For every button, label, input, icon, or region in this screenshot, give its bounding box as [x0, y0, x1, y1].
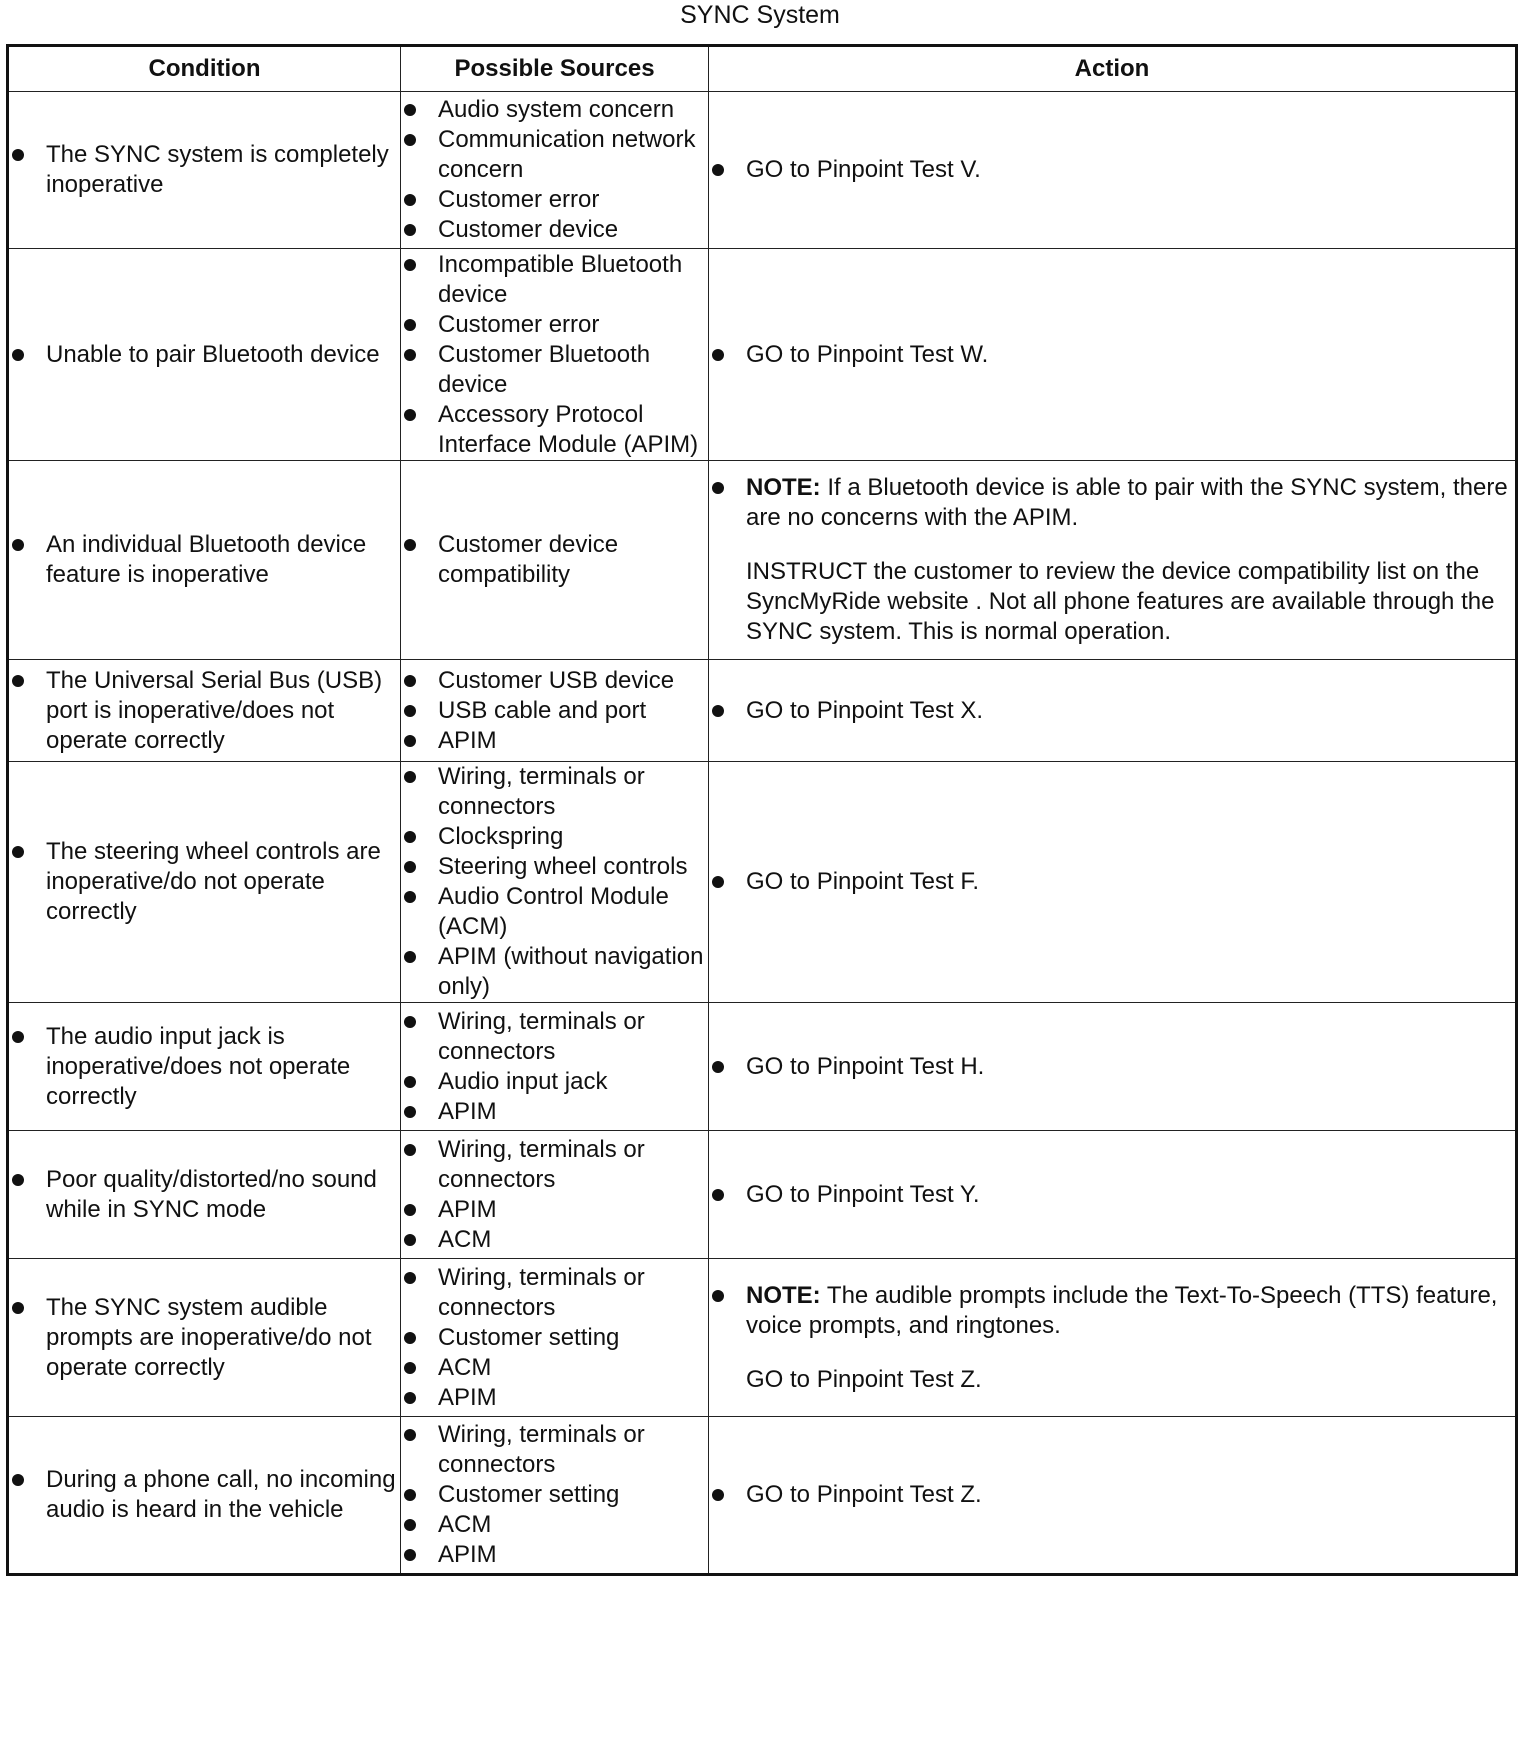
- action-cell: [709, 1003, 1517, 1131]
- condition-text: The SYNC system audible prompts are inoperative/do not operate correctly: [9, 1293, 400, 1383]
- source-item: Customer setting: [401, 1480, 708, 1510]
- sources-cell: [401, 762, 709, 1003]
- sources-cell: [401, 1003, 709, 1131]
- source-item: APIM: [401, 1097, 708, 1127]
- action-instruction: INSTRUCT the customer to review the device compatibility list on the SyncMyRide website . Not all phone features are available through the SYNC system. This is normal operation.: [746, 558, 1495, 645]
- sources-cell: [401, 1417, 709, 1575]
- source-item: Wiring, terminals or connectors: [401, 1263, 708, 1323]
- note-text: The audible prompts include the Text-To-Speech (TTS) feature, voice prompts, and ringtones.: [746, 1281, 1498, 1339]
- sources-cell: [401, 461, 709, 660]
- sync-diagnostic-table: [6, 44, 1518, 1576]
- table-row: [8, 1003, 1517, 1131]
- action-text: GO to Pinpoint Test F.: [709, 867, 1515, 897]
- source-item: ACM: [401, 1225, 708, 1255]
- condition-cell: [8, 1131, 401, 1259]
- sources-cell: [401, 92, 709, 249]
- source-item: Wiring, terminals or connectors: [401, 1135, 708, 1195]
- source-item: APIM (without navigation only): [401, 942, 708, 1002]
- source-item: Customer setting: [401, 1323, 708, 1353]
- condition-cell: [8, 461, 401, 660]
- source-item: Customer Bluetooth device: [401, 340, 708, 400]
- condition-cell: [8, 249, 401, 461]
- action-text: GO to Pinpoint Test H.: [709, 1052, 1515, 1082]
- condition-text: The SYNC system is completely inoperative: [9, 140, 400, 200]
- source-item: Customer USB device: [401, 666, 708, 696]
- source-item: ACM: [401, 1353, 708, 1383]
- source-item: USB cable and port: [401, 696, 708, 726]
- source-item: Incompatible Bluetooth device: [401, 250, 708, 310]
- action-cell: [709, 1131, 1517, 1259]
- sources-cell: [401, 1259, 709, 1417]
- table-row: [8, 660, 1517, 762]
- action-text: GO to Pinpoint Test Y.: [709, 1180, 1515, 1210]
- action-note: [709, 1281, 1515, 1341]
- table-row: [8, 249, 1517, 461]
- action-text: GO to Pinpoint Test X.: [709, 696, 1515, 726]
- action-instruction: GO to Pinpoint Test Z.: [746, 1365, 982, 1393]
- source-item: Audio system concern: [401, 95, 708, 125]
- action-cell: [709, 1417, 1517, 1575]
- action-cell: [709, 461, 1517, 660]
- condition-cell: [8, 762, 401, 1003]
- sources-cell: [401, 660, 709, 762]
- header-action: Action: [709, 46, 1517, 92]
- table-row: [8, 1417, 1517, 1575]
- condition-cell: [8, 92, 401, 249]
- condition-text: Unable to pair Bluetooth device: [9, 340, 400, 370]
- header-possible-sources: Possible Sources: [401, 46, 709, 92]
- condition-cell: [8, 660, 401, 762]
- table-row: [8, 92, 1517, 249]
- header-row: [8, 46, 1517, 92]
- sources-cell: [401, 249, 709, 461]
- source-item: APIM: [401, 1540, 708, 1570]
- source-item: Audio input jack: [401, 1067, 708, 1097]
- source-item: Audio Control Module (ACM): [401, 882, 708, 942]
- source-item: APIM: [401, 726, 708, 756]
- source-item: Communication network concern: [401, 125, 708, 185]
- condition-cell: [8, 1259, 401, 1417]
- source-item: Wiring, terminals or connectors: [401, 1007, 708, 1067]
- header-condition: Condition: [8, 46, 401, 92]
- source-item: ACM: [401, 1510, 708, 1540]
- source-item: Customer error: [401, 310, 708, 340]
- page-title: SYNC System: [680, 1, 840, 29]
- table-row: [8, 762, 1517, 1003]
- condition-text: During a phone call, no incoming audio is heard in the vehicle: [9, 1465, 400, 1525]
- source-item: Accessory Protocol Interface Module (APIM): [401, 400, 708, 460]
- action-cell: [709, 249, 1517, 461]
- action-cell: [709, 1259, 1517, 1417]
- condition-cell: [8, 1417, 401, 1575]
- action-text: GO to Pinpoint Test Z.: [709, 1480, 1515, 1510]
- source-item: APIM: [401, 1195, 708, 1225]
- source-item: Customer error: [401, 185, 708, 215]
- condition-text: The audio input jack is inoperative/does not operate correctly: [9, 1022, 400, 1112]
- note-label: NOTE:: [746, 474, 821, 501]
- condition-text: Poor quality/distorted/no sound while in SYNC mode: [9, 1165, 400, 1225]
- action-text: GO to Pinpoint Test W.: [709, 340, 1515, 370]
- source-item: Customer device compatibility: [401, 530, 708, 590]
- action-cell: [709, 92, 1517, 249]
- source-item: Customer device: [401, 215, 708, 245]
- condition-cell: [8, 1003, 401, 1131]
- condition-text: The steering wheel controls are inoperative/do not operate correctly: [9, 837, 400, 927]
- action-cell: [709, 660, 1517, 762]
- source-item: Clockspring: [401, 822, 708, 852]
- source-item: Wiring, terminals or connectors: [401, 762, 708, 822]
- action-text: GO to Pinpoint Test V.: [709, 155, 1515, 185]
- sources-cell: [401, 1131, 709, 1259]
- table-row: [8, 1131, 1517, 1259]
- source-item: APIM: [401, 1383, 708, 1413]
- condition-text: The Universal Serial Bus (USB) port is inoperative/does not operate correctly: [9, 666, 400, 756]
- source-item: Steering wheel controls: [401, 852, 708, 882]
- table-row: [8, 1259, 1517, 1417]
- condition-text: An individual Bluetooth device feature is inoperative: [9, 530, 400, 590]
- note-text: If a Bluetooth device is able to pair with the SYNC system, there are no concerns with the APIM.: [746, 474, 1508, 531]
- action-note: [709, 473, 1515, 533]
- source-item: Wiring, terminals or connectors: [401, 1420, 708, 1480]
- note-label: NOTE:: [746, 1281, 821, 1309]
- table-row: [8, 461, 1517, 660]
- action-cell: [709, 762, 1517, 1003]
